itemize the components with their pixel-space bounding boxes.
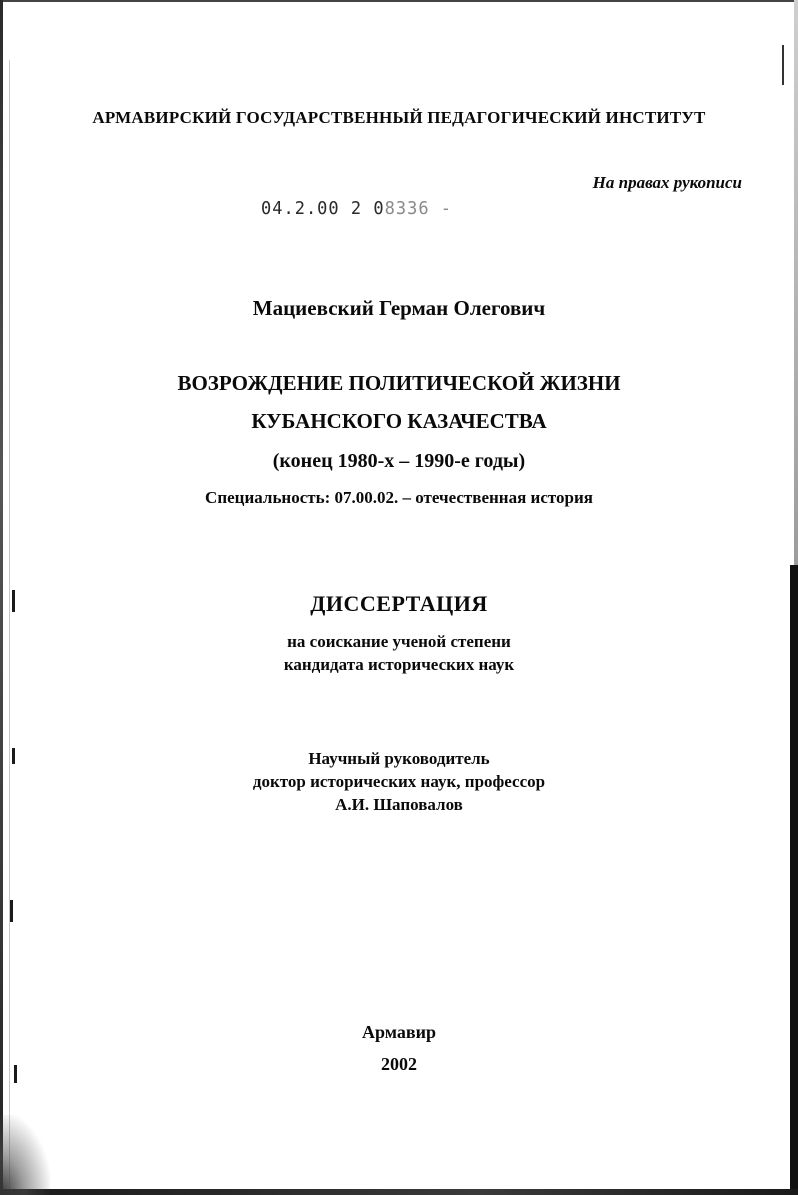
scan-edge-left-inner [9,60,10,1190]
supervisor-title: доктор исторических наук, профессор [252,772,546,791]
institute-name: АРМАВИРСКИЙ ГОСУДАРСТВЕННЫЙ ПЕДАГОГИЧЕСКИЙ ИНСТИТУТ [92,108,706,127]
manuscript-note: На правах рукописи [592,173,742,192]
supervisor-label: Научный руководитель [308,749,490,768]
specialty: Специальность: 07.00.02. – отечественная история [205,488,593,507]
supervisor-name: А.И. Шаповалов [335,795,463,814]
city: Армавир [362,1022,436,1042]
scan-edge-top [0,0,798,2]
title-line-1: ВОЗРОЖДЕНИЕ ПОЛИТИЧЕСКОЙ ЖИЗНИ [177,371,621,395]
scan-corner-smudge [0,1115,50,1195]
scan-tick [10,900,13,922]
degree-line-1: на соискание ученой степени [287,632,511,651]
scan-edge-bottom [0,1189,798,1195]
title-line-3: (конец 1980-х – 1990-е годы) [272,450,526,472]
stamp-code: 04.2.00 [261,198,340,220]
library-stamp [261,199,452,220]
year: 2002 [381,1054,417,1074]
title-line-2: КУБАНСКОГО КАЗАЧЕСТВА [251,409,547,433]
stamp-number-dark: 2 0 [350,198,385,220]
document-type: ДИССЕРТАЦИЯ [310,591,488,616]
stamp-number-faint: 8336 - [384,198,453,220]
scan-mark-right [782,45,784,85]
degree-line-2: кандидата исторических наук [283,655,515,674]
author-name: Мациевский Герман Олегович [252,296,546,320]
